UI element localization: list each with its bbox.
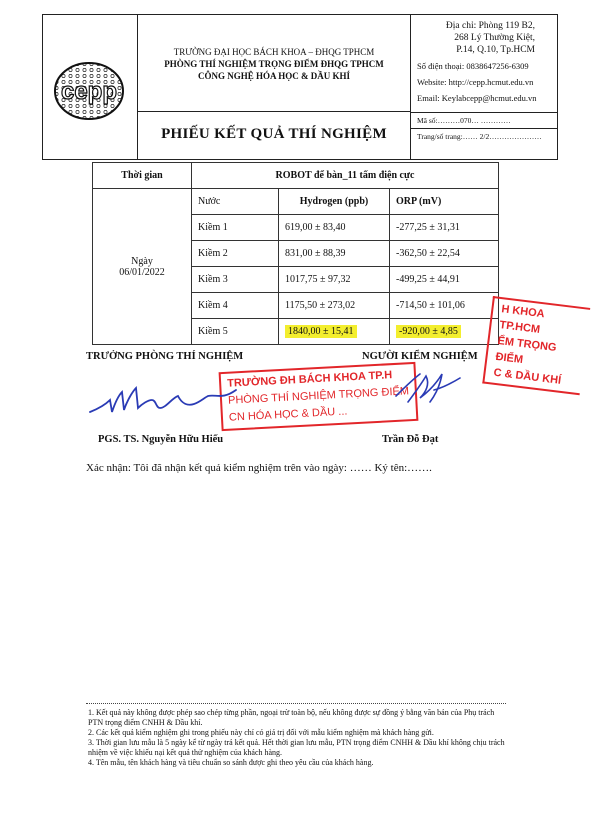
document-title: PHIẾU KẾT QUẢ THÍ NGHIỆM	[161, 126, 387, 142]
date-cell	[93, 189, 192, 345]
code-field: Mã số:………070… …………	[411, 112, 557, 128]
website-text: Website: http://cepp.hcmut.edu.vn	[417, 77, 534, 87]
header-title-cell	[138, 15, 411, 159]
lab-name-line1: PHÒNG THÍ NGHIỆM TRỌNG ĐIỂM ĐHQG TPHCM	[164, 59, 384, 69]
address-line: P.14, Q.10, Tp.HCM	[456, 45, 535, 55]
email-text: Email: Keylabcepp@hcmut.edu.vn	[417, 93, 537, 103]
stamp-text: C & DẦU KHÍ	[492, 366, 562, 387]
address-line: Địa chỉ: Phòng 119 B2,	[445, 21, 535, 31]
page-field: Trang/số trang:…… 2/2…………………	[411, 128, 557, 159]
footnote-item: 3. Thời gian lưu mẫu là 5 ngày kể từ ngày trả kết quả. Hết thời gian lưu mẫu, PTN trọng điểm CNHH & Dầu khí không chịu trách nhiệm về việc khiếu nại kết quả thử nghiệm của khách hàng.	[88, 738, 505, 757]
orp-value: -277,25 ± 31,31	[390, 215, 499, 241]
document-header	[42, 14, 558, 160]
contact-cell	[411, 15, 557, 159]
stamp-text: PHÒNG THÍ NGHIỆM TRỌNG ĐIỂM	[227, 385, 410, 407]
head-of-lab-title: TRƯỞNG PHÒNG THÍ NGHIỆM	[86, 351, 244, 362]
red-stamp-center	[219, 362, 419, 431]
col-water: Nước	[192, 189, 279, 215]
footnotes	[88, 708, 508, 768]
svg-text:cepp: cepp	[60, 78, 118, 105]
sample-name: Kiềm 1	[192, 215, 279, 241]
sample-name: Kiềm 4	[192, 293, 279, 319]
day-label: Ngày	[131, 255, 153, 267]
hydrogen-value: 619,00 ± 83,40	[279, 215, 390, 241]
phone-text: Số điện thoại: 0838647256-6309	[417, 61, 529, 71]
orp-value: -714,50 ± 101,06	[390, 293, 499, 319]
orp-value: -499,25 ± 44,91	[390, 267, 499, 293]
inspector-title: NGƯỜI KIỂM NGHIỆM	[362, 351, 478, 362]
header-experiment: ROBOT để bàn_11 tấm điện cực	[192, 163, 499, 189]
hydrogen-value	[279, 319, 390, 345]
hydrogen-value: 1017,75 ± 97,32	[279, 267, 390, 293]
sample-name: Kiềm 2	[192, 241, 279, 267]
orp-value: -362,50 ± 22,54	[390, 241, 499, 267]
orp-value	[390, 319, 499, 345]
footnote-item: 2. Các kết quả kiểm nghiệm ghi trong phiếu này chỉ có giá trị đối với mẫu kiểm nghiệm mà khách hàng gửi.	[88, 728, 434, 737]
stamp-text: H KHOA TP.HCM	[498, 303, 545, 336]
highlighted-value: -920,00 ± 4,85	[396, 325, 461, 338]
header-time: Thời gian	[93, 163, 192, 189]
stamp-text: ỂM TRỌNG ĐIỂM	[494, 334, 558, 367]
col-hydrogen: Hydrogen (ppb)	[279, 189, 390, 215]
head-of-lab-name: PGS. TS. Nguyễn Hữu Hiếu	[98, 434, 224, 445]
footnote-divider	[86, 703, 506, 704]
red-stamp-right	[482, 296, 590, 395]
stamp-text: TRƯỜNG ĐH BÁCH KHOA TP.H	[226, 369, 393, 390]
sample-name: Kiềm 5	[192, 319, 279, 345]
sample-name: Kiềm 3	[192, 267, 279, 293]
stamp-text: CN HÓA HỌC & DẦU ...	[228, 405, 348, 424]
address-line: 268 Lý Thường Kiệt,	[454, 33, 535, 43]
head-signature	[86, 374, 246, 424]
footnote-item: 4. Tên mẫu, tên khách hàng và tiêu chuẩn so sánh được ghi theo yêu cầu của khách hàng.	[88, 758, 374, 767]
university-name: TRƯỜNG ĐẠI HỌC BÁCH KHOA – ĐHQG TPHCM	[173, 47, 375, 57]
inspector-name: Trần Đỗ Đạt	[382, 434, 439, 445]
cepp-logo	[53, 61, 125, 121]
logo-cell	[43, 15, 138, 159]
date-value: 06/01/2022	[119, 266, 165, 278]
confirmation-line: Xác nhận: Tôi đã nhận kết quả kiểm nghiệm trên vào ngày: …… Ký tên:…….	[86, 462, 432, 474]
col-orp: ORP (mV)	[390, 189, 499, 215]
inspector-signature	[390, 366, 470, 410]
hydrogen-value: 1175,50 ± 273,02	[279, 293, 390, 319]
footnote-item: 1. Kết quả này không được phép sao chép từng phần, ngoại trừ toàn bộ, nếu không được sự đồng ý bằng văn bản của Phụ trách PTN trọng điểm CNHH & Dầu khí.	[88, 708, 495, 727]
results-table	[92, 162, 499, 345]
hydrogen-value: 831,00 ± 88,39	[279, 241, 390, 267]
highlighted-value: 1840,00 ± 15,41	[285, 325, 357, 338]
lab-name-line2: CÔNG NGHỆ HÓA HỌC & DẦU KHÍ	[197, 71, 350, 81]
